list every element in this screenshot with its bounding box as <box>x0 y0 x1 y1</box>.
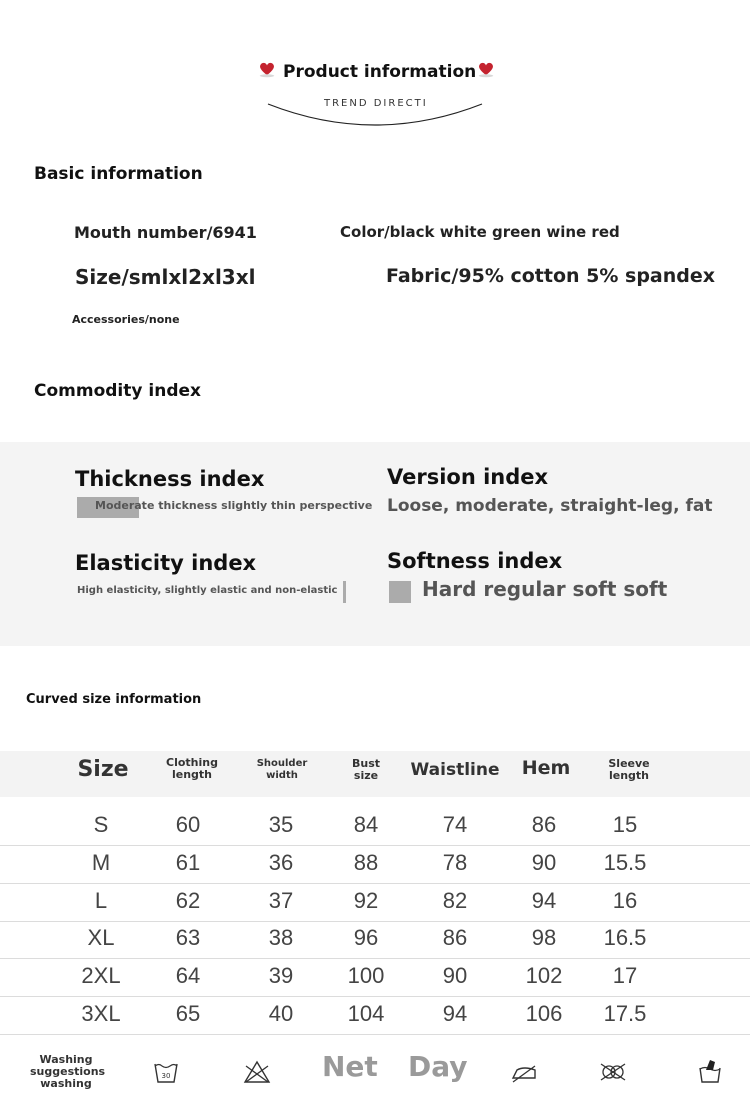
table-cell: 98 <box>531 925 557 951</box>
header-hem: Hem <box>521 757 571 779</box>
table-cell: 82 <box>442 887 468 913</box>
table-cell: 3XL <box>81 1001 121 1026</box>
header-size: Size <box>77 757 129 782</box>
size-table-heading: Curved size information <box>26 692 202 707</box>
table-cell: 102 <box>525 963 563 989</box>
softness-indicator <box>389 581 411 603</box>
table-cell: 106 <box>525 1001 563 1026</box>
table-cell: 86 <box>442 925 468 951</box>
table-cell: 96 <box>353 925 379 951</box>
no-dry-clean-icon <box>599 1058 627 1086</box>
fabric-info: Fabric/95% cotton 5% spandex <box>386 265 716 287</box>
no-bleach-icon <box>243 1058 271 1086</box>
table-cell: 100 <box>347 963 385 989</box>
elasticity-title: Elasticity index <box>75 551 257 575</box>
table-cell: 86 <box>531 812 557 837</box>
elasticity-desc: High elasticity, slightly elastic and non-elastic <box>77 585 338 596</box>
header-waistline: Waistline <box>410 760 500 780</box>
table-cell: 60 <box>175 812 201 837</box>
hand-wash-icon <box>696 1056 724 1084</box>
softness-desc: Hard regular soft soft <box>422 577 668 601</box>
table-cell: 15 <box>612 812 638 837</box>
table-cell: 65 <box>175 1001 201 1026</box>
table-cell: L <box>94 887 108 913</box>
table-cell: 16 <box>612 887 638 913</box>
table-cell: 63 <box>175 925 201 951</box>
color-info: Color/black white green wine red <box>340 223 620 241</box>
commodity-index-heading: Commodity index <box>34 381 201 401</box>
footer-word-day: Day <box>408 1050 468 1083</box>
table-row <box>0 808 750 846</box>
wash-30-icon <box>152 1058 180 1086</box>
table-cell: 40 <box>268 1001 294 1026</box>
table-cell: 17 <box>612 963 638 989</box>
softness-title: Softness index <box>387 549 563 573</box>
table-cell: 39 <box>268 963 294 989</box>
table-cell: 74 <box>442 812 468 837</box>
table-cell: 36 <box>268 849 294 875</box>
table-row <box>0 921 750 959</box>
header-arc-divider <box>262 96 488 132</box>
table-cell: 38 <box>268 925 294 951</box>
footer-word-net: Net <box>322 1050 378 1083</box>
table-cell: 37 <box>268 887 294 913</box>
table-cell: 62 <box>175 887 201 913</box>
heart-left-icon <box>258 60 276 78</box>
table-row <box>0 959 750 997</box>
table-cell: M <box>91 849 111 875</box>
table-cell: 61 <box>175 849 201 875</box>
thickness-title: Thickness index <box>75 467 265 491</box>
table-row <box>0 846 750 884</box>
table-cell: 94 <box>531 887 557 913</box>
table-cell: 94 <box>442 1001 468 1026</box>
table-cell: 17.5 <box>603 1001 647 1026</box>
version-title: Version index <box>387 465 549 489</box>
table-row <box>0 884 750 922</box>
svg-text:30: 30 <box>161 1072 171 1080</box>
header-clothing-length: Clothing length <box>166 756 218 781</box>
page-title: Product information <box>283 62 477 82</box>
table-cell: 16.5 <box>603 925 647 951</box>
elasticity-indicator <box>343 581 346 603</box>
page-subtitle: TREND DIRECTI <box>324 98 428 109</box>
thickness-desc: Moderate thickness slightly thin perspective <box>95 499 373 512</box>
washing-label: Washing suggestions washing <box>30 1053 106 1090</box>
table-cell: 15.5 <box>603 849 647 875</box>
table-cell: 35 <box>268 812 294 837</box>
header-bust-size: Bust size <box>351 757 381 782</box>
mouth-number: Mouth number/6941 <box>74 223 257 242</box>
table-row <box>0 997 750 1035</box>
iron-icon <box>510 1058 538 1086</box>
table-cell: XL <box>87 925 115 951</box>
basic-info-heading: Basic information <box>34 164 203 184</box>
table-cell: 2XL <box>81 963 121 989</box>
table-cell: 90 <box>531 849 557 875</box>
table-cell: 84 <box>353 812 379 837</box>
accessories-info: Accessories/none <box>72 313 180 326</box>
table-cell: 90 <box>442 963 468 989</box>
table-cell: 78 <box>442 849 468 875</box>
table-cell: 104 <box>347 1001 385 1026</box>
size-info: Size/smlxl2xl3xl <box>75 265 256 289</box>
header-shoulder-width: Shoulder width <box>256 758 308 781</box>
table-cell: S <box>93 812 109 837</box>
heart-right-icon <box>477 60 495 78</box>
table-cell: 92 <box>353 887 379 913</box>
version-desc: Loose, moderate, straight-leg, fat <box>387 496 713 516</box>
table-cell: 64 <box>175 963 201 989</box>
header-sleeve-length: Sleeve length <box>608 757 650 782</box>
table-cell: 88 <box>353 849 379 875</box>
